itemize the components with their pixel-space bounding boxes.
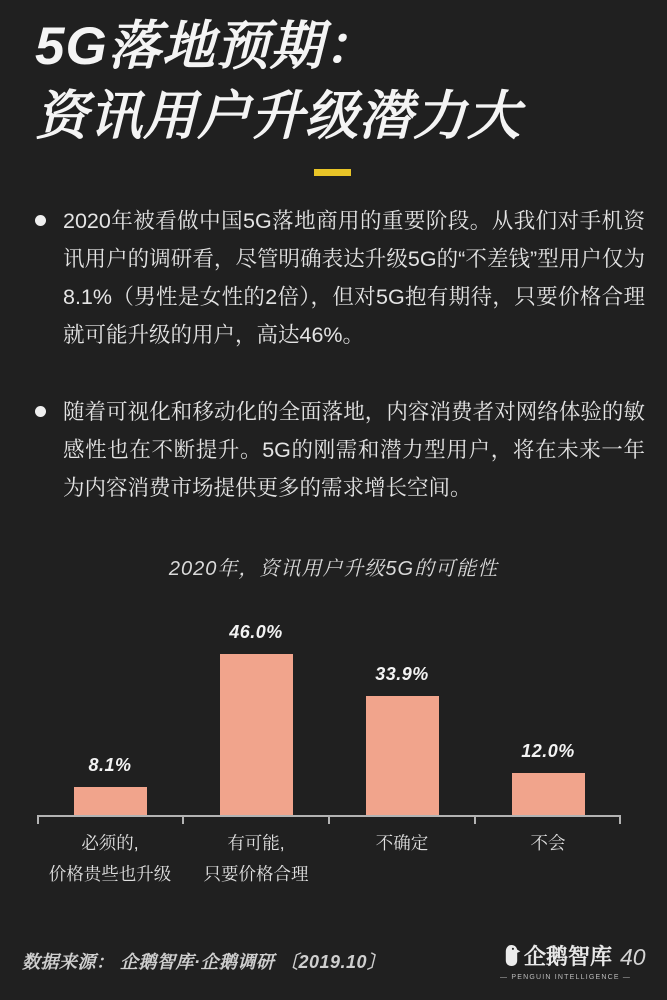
bar-value-label: 12.0% <box>521 741 575 761</box>
page-title-line1: 5G落地预期： <box>35 17 378 76</box>
page-title-line2: 资讯用户升级潜力大 <box>35 87 521 146</box>
x-axis-ticks <box>37 817 621 825</box>
penguin-logo-icon <box>502 944 521 967</box>
bar-value-label: 46.0% <box>229 622 283 642</box>
bar <box>74 787 147 815</box>
logo-main <box>500 940 614 971</box>
bar-column <box>37 600 183 815</box>
category-label: 不确定 <box>375 833 429 853</box>
logo-text: 企鹅智库 <box>523 944 612 969</box>
logo-tagline: — PENGUIN INTELLIGENCE — <box>500 974 632 981</box>
category-label: 必须的, 价格贵些也升级 <box>48 833 172 884</box>
bar-column <box>329 600 475 815</box>
bar-plot <box>37 600 621 817</box>
bar-value-label: 8.1% <box>88 754 132 775</box>
bar <box>220 654 293 815</box>
bar-column <box>475 600 621 815</box>
bar <box>366 696 439 815</box>
bullet-item <box>35 393 645 507</box>
bullet-item <box>35 202 645 354</box>
x-axis-labels <box>37 828 621 890</box>
axis-tick <box>37 817 39 824</box>
page-number: 40 <box>620 944 646 970</box>
category-label: 有可能, 只要价格合理 <box>203 833 309 884</box>
bullet-dot-icon <box>35 406 46 417</box>
page-title <box>35 12 521 152</box>
axis-tick <box>182 817 184 824</box>
bullet-dot-icon <box>35 215 46 226</box>
category-label: 不会 <box>530 833 566 853</box>
publisher-logo <box>500 940 632 981</box>
bar <box>512 773 585 815</box>
chart-title: 2020年，资讯用户升级5G的可能性 <box>168 558 499 580</box>
data-source-note: 数据来源： 企鹅智库·企鹅调研 〔2019.10〕 <box>22 952 386 972</box>
axis-tick <box>474 817 476 824</box>
bullet-text: 随着可视化和移动化的全面落地，内容消费者对网络体验的敏感性也在不断提升。5G的刚需和潜力型用户，将在未来一年为内容消费市场提供更多的需求增长空间。 <box>63 400 645 500</box>
bar-value-label: 33.9% <box>375 664 429 685</box>
bullet-text: 2020年被看做中国5G落地商用的重要阶段。从我们对手机资讯用户的调研看，尽管明确表达升级5G的“不差钱”型用户仅为8.1%（男性是女性的2倍），但对5G抱有期待，只要价格合理就可能升级的用户，高达46%。 <box>63 209 645 347</box>
axis-tick <box>328 817 330 824</box>
axis-tick <box>619 817 621 824</box>
title-accent-dash <box>314 169 351 176</box>
bar-column <box>183 600 329 815</box>
summary-bullets <box>35 202 645 546</box>
